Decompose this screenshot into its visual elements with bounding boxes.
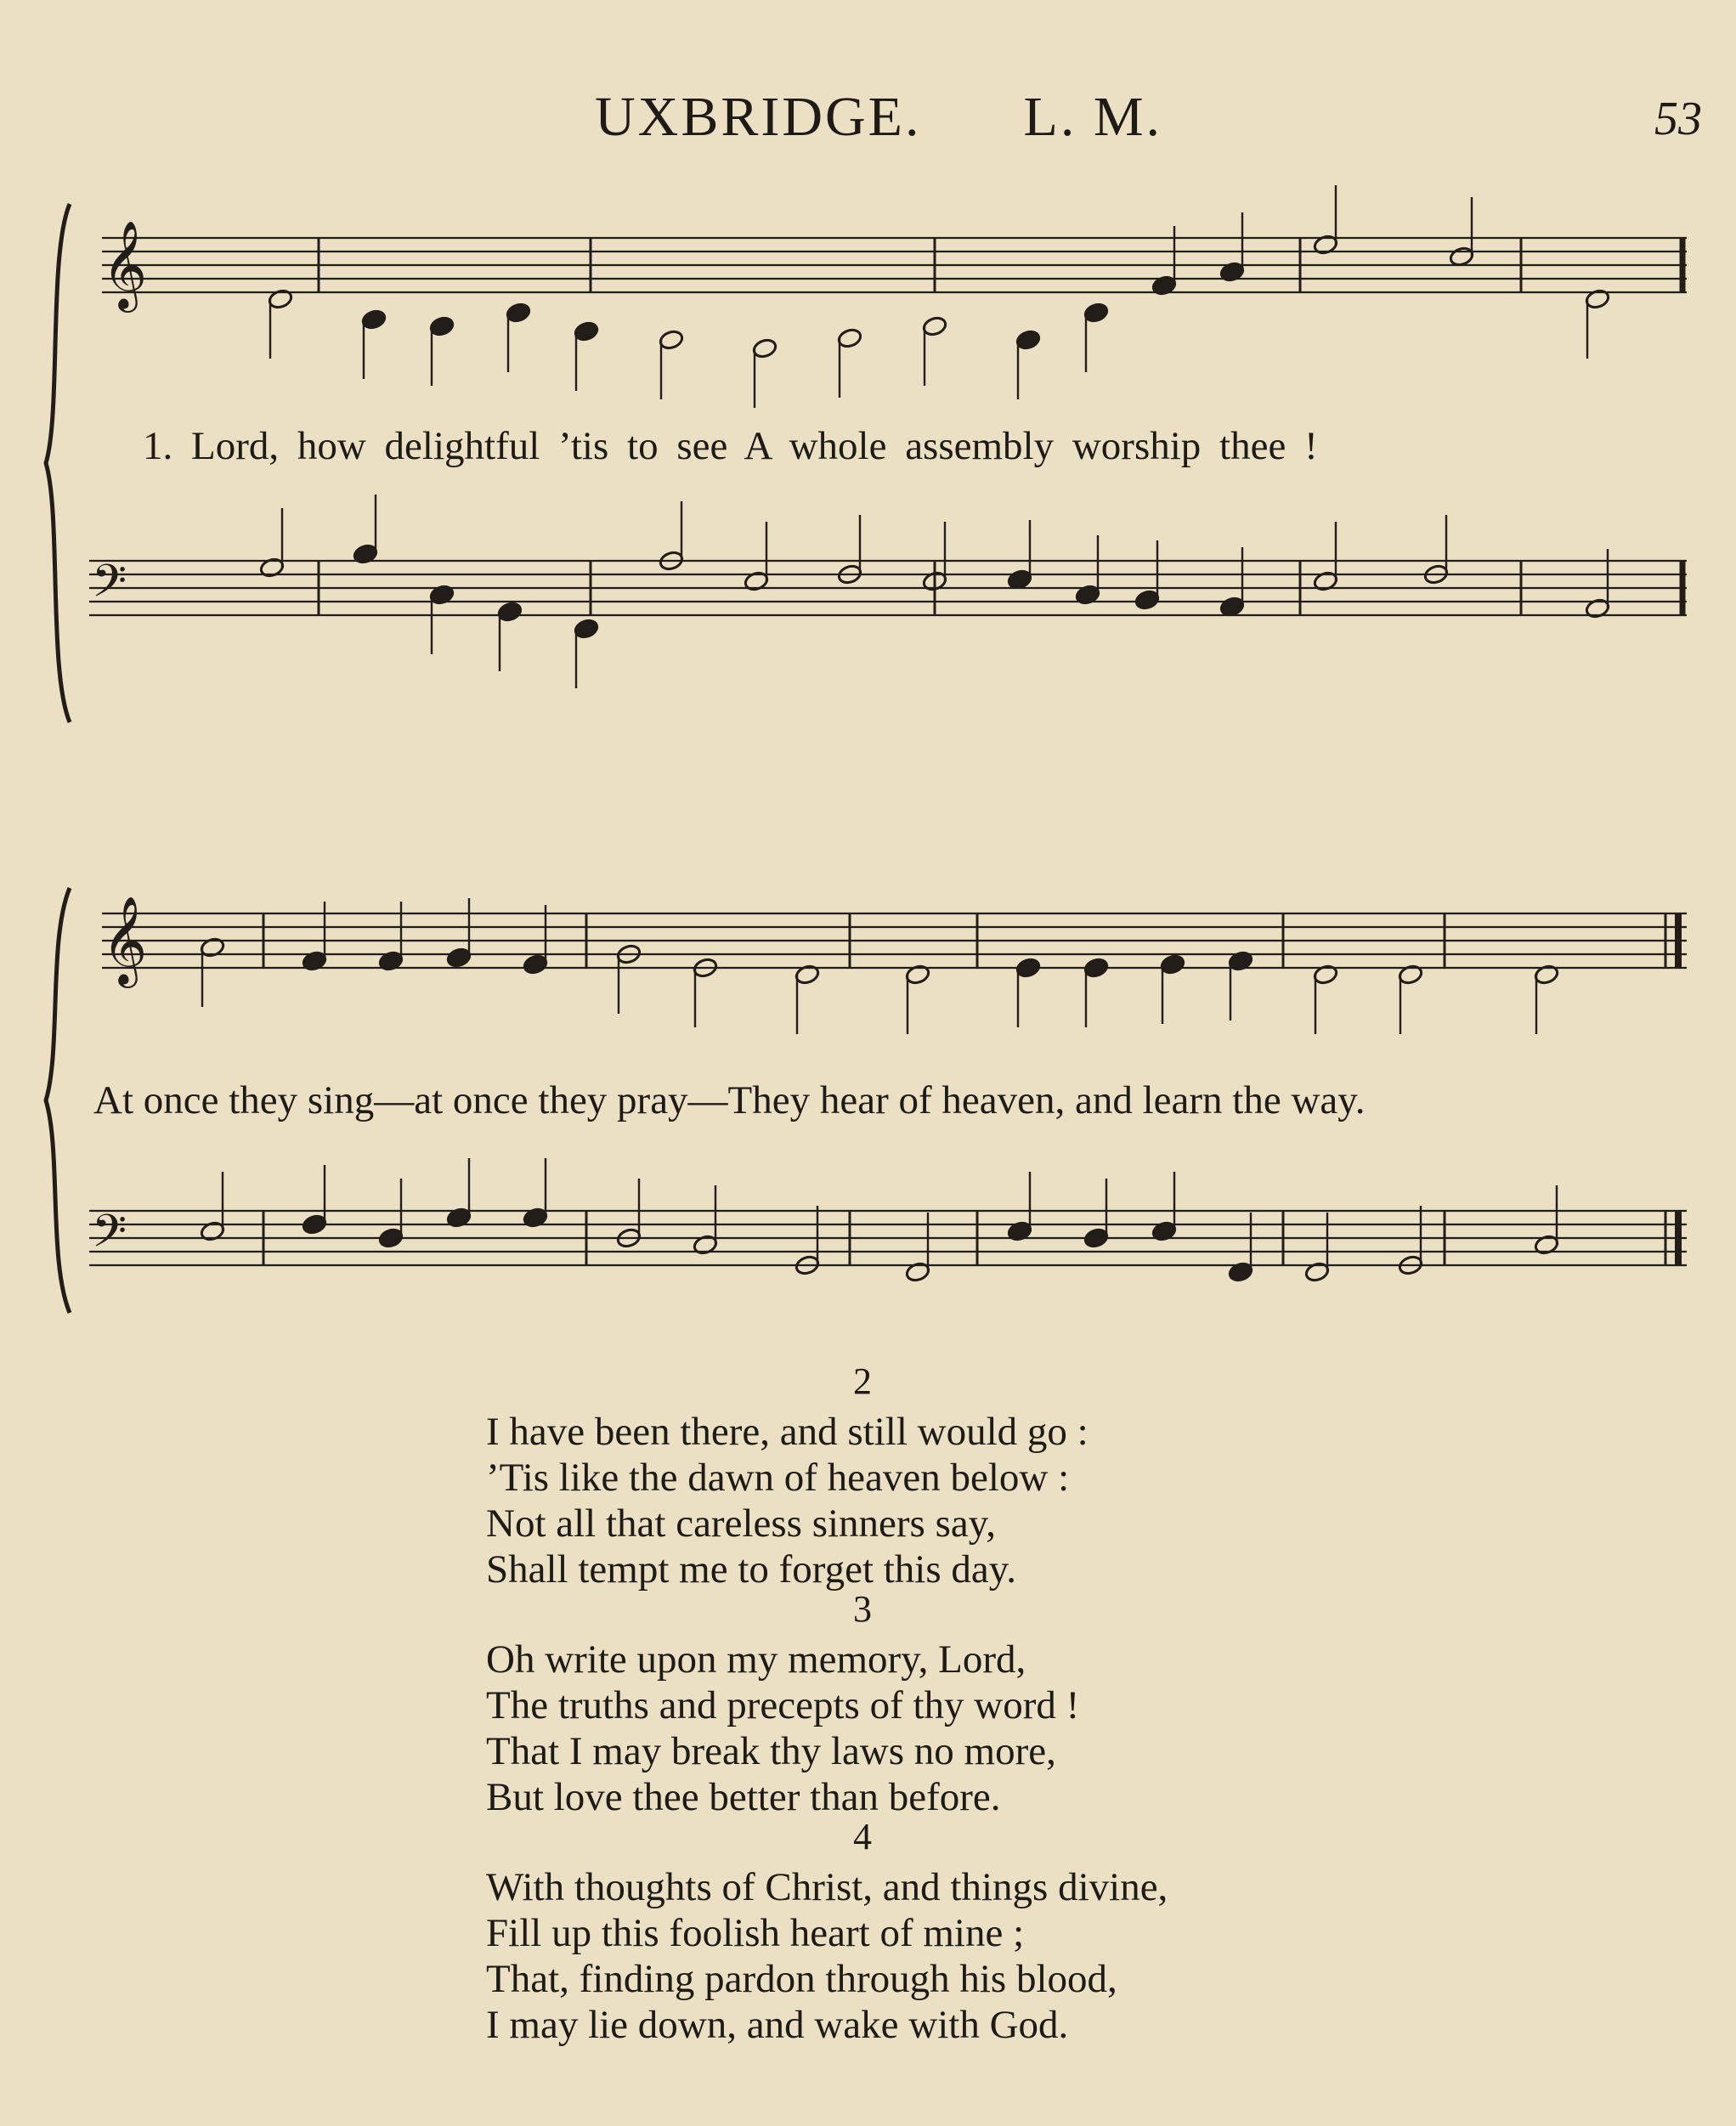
page-number: 53 bbox=[1654, 93, 1702, 145]
lyric-line-2: At once they sing—at once they pray—They hear of heaven, and learn the way. bbox=[93, 1078, 1366, 1122]
tune-name: UXBRIDGE. bbox=[595, 86, 922, 148]
verse-number: 3 bbox=[853, 1588, 872, 1630]
verse-line: I may lie down, and wake with God. bbox=[486, 2003, 1069, 2047]
treble-clef-icon: 𝄞 bbox=[102, 896, 148, 985]
verse-line: That I may break thy laws no more, bbox=[486, 1729, 1056, 1773]
verse-line: Fill up this foolish heart of mine ; bbox=[486, 1911, 1025, 1955]
quarter-note bbox=[1083, 957, 1110, 979]
verse-line: With thoughts of Christ, and things divine, bbox=[486, 1865, 1168, 1909]
lyric-line-1: 1. Lord, how delightful ’tis to see A whole assembly worship thee ! bbox=[143, 424, 1318, 468]
bass-clef-icon: 𝄢 bbox=[92, 1206, 127, 1269]
verse-line: Shall tempt me to forget this day. bbox=[486, 1547, 1016, 1592]
verse-line: I have been there, and still would go : bbox=[486, 1410, 1089, 1454]
meter: L. M. bbox=[1023, 86, 1162, 148]
bass-clef-icon: 𝄢 bbox=[92, 556, 127, 619]
quarter-note bbox=[378, 1227, 404, 1249]
verse-line: Not all that careless sinners say, bbox=[486, 1501, 996, 1546]
quarter-note bbox=[302, 1213, 328, 1235]
verse-line: That, finding pardon through his blood, bbox=[486, 1957, 1117, 2001]
verse-line: The truths and precepts of thy word ! bbox=[486, 1683, 1080, 1727]
quarter-note bbox=[1160, 953, 1186, 975]
verse-line: But love thee better than before. bbox=[486, 1775, 1001, 1819]
treble-clef-icon: 𝄞 bbox=[102, 220, 148, 309]
quarter-note bbox=[446, 947, 472, 969]
verse-line: Oh write upon my memory, Lord, bbox=[486, 1637, 1026, 1682]
quarter-note bbox=[523, 953, 549, 975]
system-brace bbox=[46, 888, 70, 1313]
verse-line: ’Tis like the dawn of heaven below : bbox=[486, 1456, 1070, 1500]
quarter-note bbox=[1083, 1227, 1110, 1249]
verse-number: 2 bbox=[853, 1360, 872, 1402]
verse-number: 4 bbox=[853, 1816, 872, 1857]
quarter-note bbox=[1015, 957, 1042, 979]
